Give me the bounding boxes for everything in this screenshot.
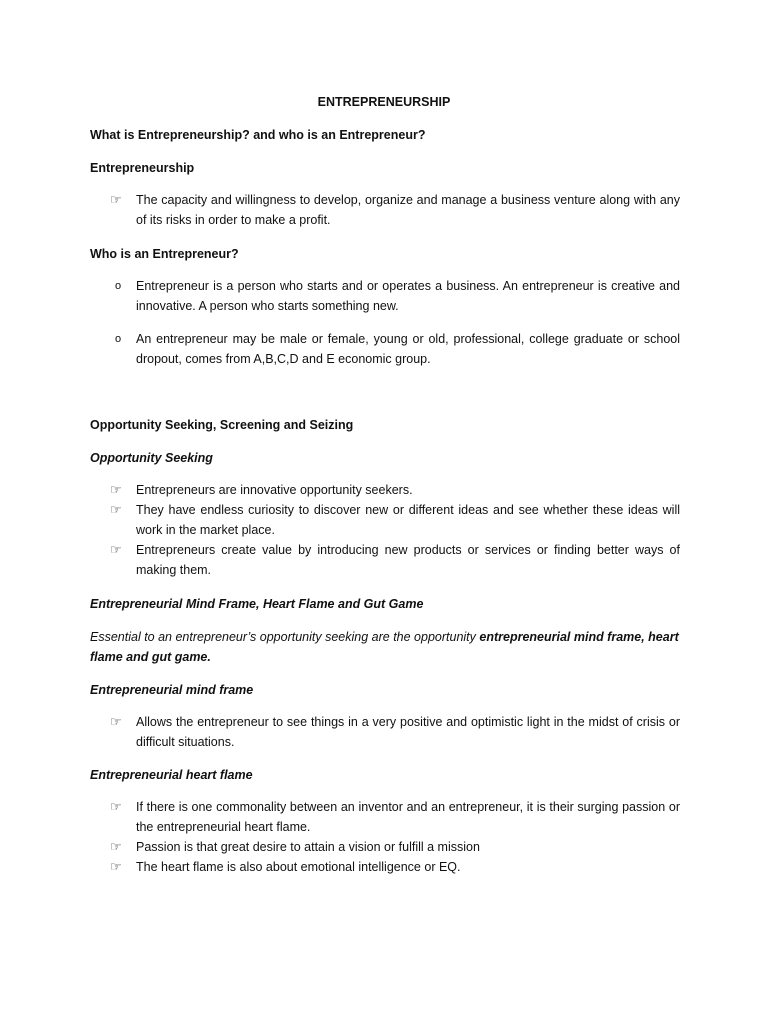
circle-bullet-icon: o [115, 280, 122, 292]
list-item-text: They have endless curiosity to discover new or different ideas and see whether these ideas will work in the market place. [136, 503, 680, 537]
entrepreneurship-heading: Entrepreneurship [90, 161, 195, 175]
mindframe-intro-italic: Essential to an entrepreneur’s opportunity seeking are the opportunity [90, 630, 480, 644]
pointing-hand-icon: ☞ [110, 542, 122, 557]
list-item [90, 480, 680, 500]
pointing-hand-icon: ☞ [110, 502, 122, 517]
mind-frame-subheading: Entrepreneurial mind frame [90, 683, 254, 697]
list-item-text: Entrepreneur is a person who starts and or operates a business. An entrepreneur is creative and innovative. A person who starts something new. [136, 279, 680, 313]
mindframe-intro [90, 627, 680, 667]
list-item [90, 712, 680, 752]
list-item [90, 540, 680, 580]
pointing-hand-icon: ☞ [110, 714, 122, 729]
opportunity-heading: Opportunity Seeking, Screening and Seizing [90, 418, 354, 432]
pointing-hand-icon: ☞ [110, 859, 122, 874]
document-title: ENTREPRENEURSHIP [317, 95, 451, 109]
who-heading: Who is an Entrepreneur? [90, 247, 239, 261]
list-item-text: Passion is that great desire to attain a vision or fulfill a mission [136, 840, 480, 854]
heart-flame-subheading: Entrepreneurial heart flame [90, 768, 253, 782]
list-item-text: Entrepreneurs create value by introducing new products or services or finding better ways of making them. [136, 543, 680, 577]
list-item [90, 190, 680, 230]
list-item [90, 329, 680, 369]
list-item-text: Allows the entrepreneur to see things in a very positive and optimistic light in the midst of crisis or difficult situations. [136, 715, 680, 749]
list-item-text: Entrepreneurs are innovative opportunity seekers. [136, 483, 413, 497]
list-item [90, 837, 680, 857]
mindframe-intro-bold: entrepreneurial mind frame, heart flame and gut game. [90, 630, 679, 664]
list-item-text: The heart flame is also about emotional intelligence or EQ. [136, 860, 461, 874]
list-item [90, 276, 680, 316]
circle-bullet-icon: o [115, 333, 122, 345]
list-item-text: An entrepreneur may be male or female, young or old, professional, college graduate or school dropout, comes from A,B,C,D and E economic group. [136, 332, 680, 366]
pointing-hand-icon: ☞ [110, 799, 122, 814]
pointing-hand-icon: ☞ [110, 482, 122, 497]
mindframe-heading: Entrepreneurial Mind Frame, Heart Flame and Gut Game [90, 597, 424, 611]
pointing-hand-icon: ☞ [110, 839, 122, 854]
list-item [90, 797, 680, 837]
list-item [90, 857, 680, 877]
list-item [90, 500, 680, 540]
question-heading: What is Entrepreneurship? and who is an Entrepreneur? [90, 128, 426, 142]
pointing-hand-icon: ☞ [110, 192, 122, 207]
opportunity-seeking-subheading: Opportunity Seeking [90, 451, 213, 465]
list-item-text: The capacity and willingness to develop, organize and manage a business venture along with any of its risks in order to make a profit. [136, 193, 680, 227]
list-item-text: If there is one commonality between an inventor and an entrepreneur, it is their surging passion or the entrepreneurial heart flame. [136, 800, 680, 834]
